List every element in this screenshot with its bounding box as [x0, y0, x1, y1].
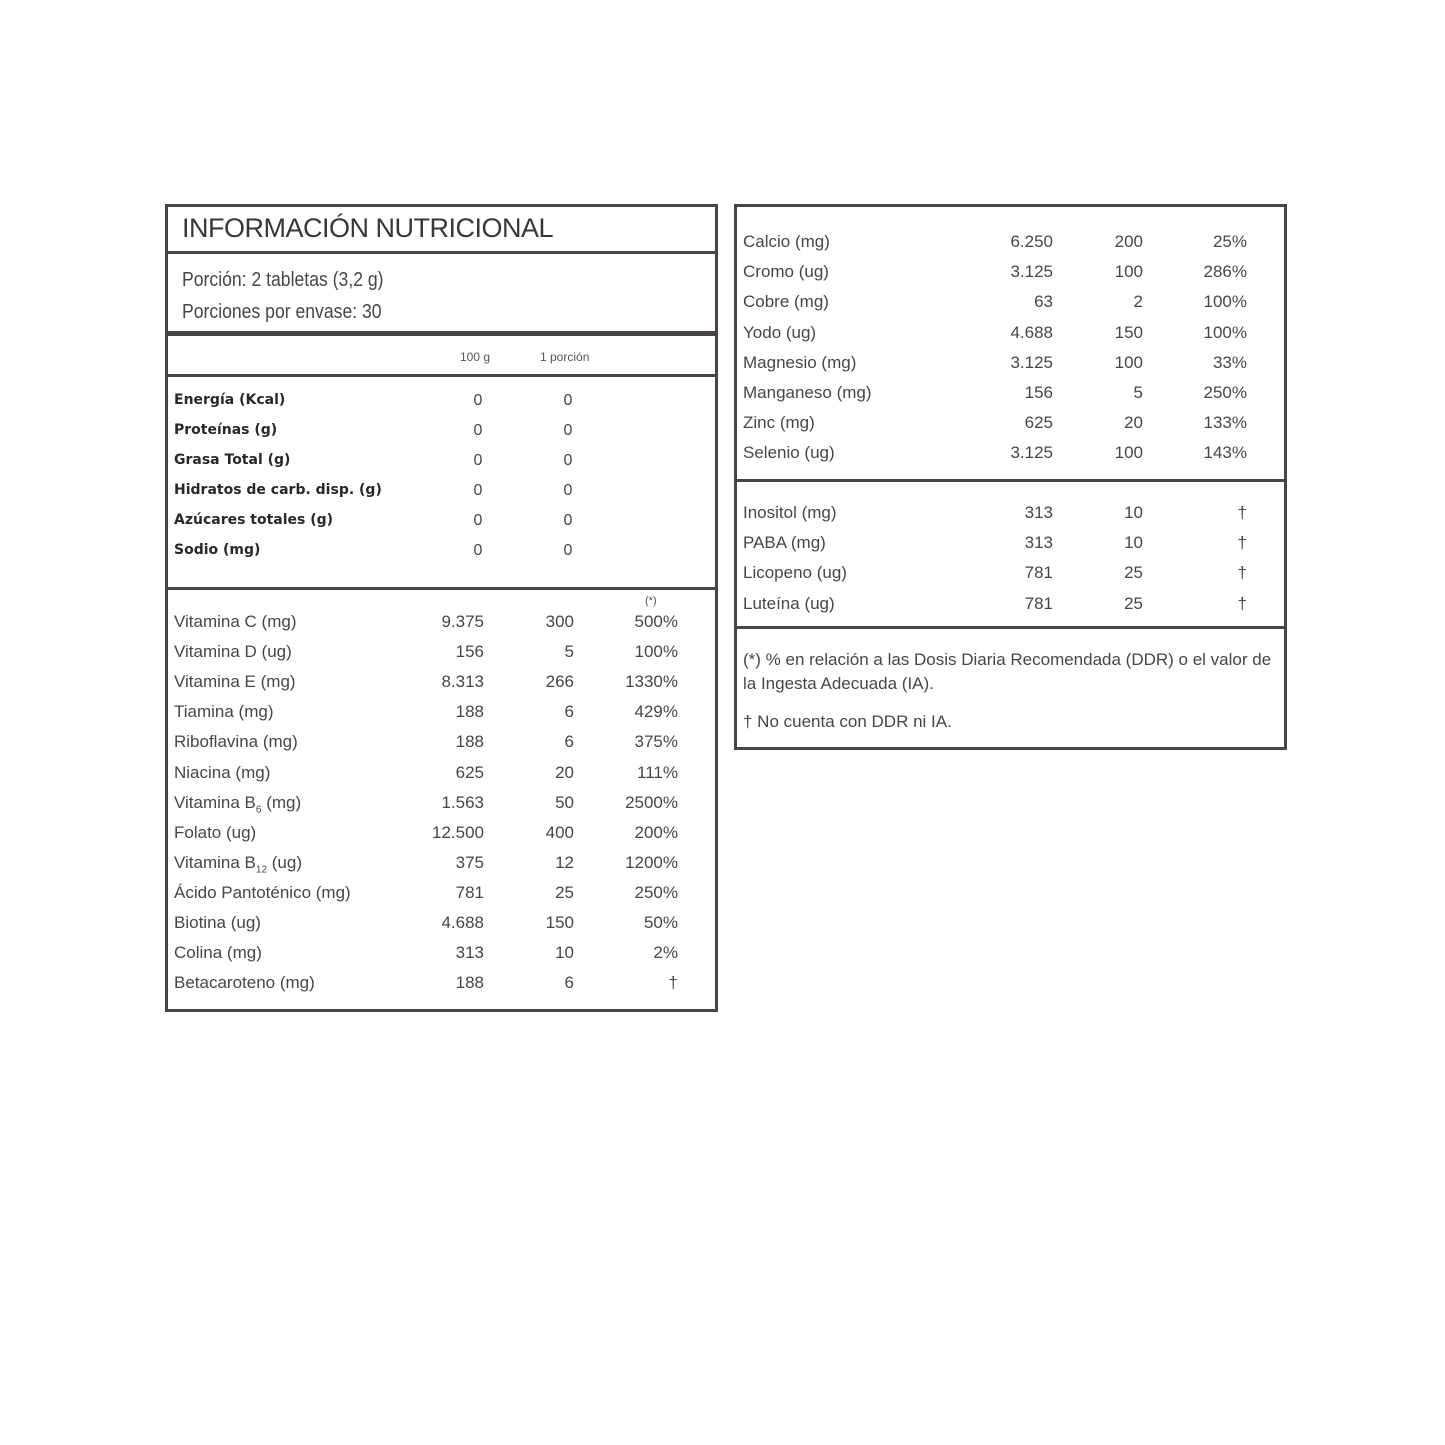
value-per-serving: 150: [1114, 322, 1143, 342]
value-ddr-percent: 33%: [1212, 352, 1247, 372]
table-row: [168, 913, 715, 943]
nutrient-label: Vitamina $B_6$ (mg): [174, 792, 302, 815]
value-per-100g: 4.688: [1010, 322, 1053, 342]
value-per-100g: 188: [455, 732, 484, 752]
value-ddr-percent: †: [1237, 533, 1247, 553]
footnote-dagger: † No cuenta con DDR ni IA.: [743, 712, 952, 731]
nutrient-label: Cobre (mg): [743, 292, 829, 312]
value-per-serving: 266: [545, 672, 574, 692]
value-ddr-percent: 143%: [1203, 443, 1247, 463]
value-ddr-percent: 2500%: [625, 792, 678, 812]
value-per-serving: 12: [555, 852, 574, 872]
table-row: [737, 443, 1284, 473]
value-ddr-percent: 50%: [643, 913, 678, 932]
value-per-serving: 50: [555, 792, 574, 812]
value-per-serving: 200: [1114, 232, 1143, 251]
servings-per-container: Porciones por envase: 30: [182, 301, 382, 323]
table-row: [168, 763, 715, 793]
nutrient-label: Zinc (mg): [743, 413, 815, 433]
nutrient-label: Hidratos de carb. disp. (g): [174, 482, 382, 498]
nutrition-panel-right: [734, 204, 1287, 750]
value-per-serving: 0: [563, 542, 573, 559]
value-per-100g: 156: [1024, 383, 1053, 402]
nutrient-label: Vitamina E (mg): [174, 672, 296, 692]
value-per-serving: 300: [545, 612, 574, 631]
table-row: [168, 853, 715, 883]
table-row: [737, 383, 1284, 413]
value-per-100g: 781: [1024, 593, 1053, 613]
value-per-100g: 3.125: [1010, 352, 1053, 372]
value-per-serving: 0: [563, 392, 573, 409]
table-row: [168, 943, 715, 973]
value-per-100g: 12.500: [432, 822, 484, 842]
value-per-serving: 6: [564, 702, 574, 722]
value-per-100g: 781: [1024, 563, 1053, 583]
value-ddr-percent: 100%: [1203, 322, 1247, 342]
value-ddr-percent: 250%: [634, 882, 678, 902]
page-title: INFORMACIÓN NUTRICIONAL: [182, 213, 554, 243]
value-per-100g: 156: [455, 642, 484, 662]
value-per-100g: 313: [1024, 503, 1053, 522]
value-per-100g: 313: [1024, 533, 1053, 553]
table-row: [737, 533, 1284, 563]
value-per-100g: 9.375: [441, 612, 484, 631]
value-per-serving: 6: [564, 973, 574, 993]
value-per-100g: 0: [473, 392, 483, 409]
value-per-serving: 0: [563, 422, 573, 439]
value-ddr-percent: 375%: [634, 732, 678, 752]
value-ddr-percent: 250%: [1203, 383, 1247, 402]
nutrient-label: Biotina (ug): [174, 913, 261, 932]
value-per-100g: 8.313: [441, 672, 484, 692]
value-per-serving: 25: [1124, 563, 1143, 583]
table-row: [737, 413, 1284, 443]
value-ddr-percent: 500%: [634, 612, 678, 631]
value-per-serving: 2: [1133, 292, 1143, 312]
table-row: [168, 883, 715, 913]
value-per-serving: 5: [1133, 383, 1143, 402]
column-header-serving: 1 porción: [540, 350, 590, 364]
footnote-ddr: (*) % en relación a las Dosis Diaria Recomendada (DDR) o el valor de la Ingesta Adecuada (IA).: [743, 650, 1272, 693]
value-per-100g: 1.563: [441, 792, 484, 812]
table-row: [737, 563, 1284, 593]
table-row: [737, 353, 1284, 383]
value-ddr-percent: 100%: [634, 642, 678, 662]
column-header-100g: 100 g: [460, 350, 491, 364]
nutrient-label: Inositol (mg): [743, 503, 837, 522]
nutrient-label: Luteína (ug): [743, 593, 835, 613]
nutrient-label: PABA (mg): [743, 533, 826, 553]
value-per-serving: 150: [545, 913, 574, 932]
table-row: [168, 512, 715, 542]
divider: [737, 479, 1284, 482]
table-row: [737, 323, 1284, 353]
value-per-100g: 313: [455, 943, 484, 963]
value-per-100g: 625: [455, 762, 484, 782]
nutrient-label: Calcio (mg): [743, 232, 830, 251]
value-per-100g: 188: [455, 973, 484, 993]
table-row: [168, 392, 715, 422]
value-per-100g: 63: [1034, 292, 1053, 312]
value-per-100g: 0: [473, 482, 483, 499]
value-ddr-percent: †: [1237, 503, 1247, 522]
serving-size: Porción: 2 tabletas (3,2 g): [182, 269, 384, 291]
table-row: [168, 702, 715, 732]
divider: [168, 587, 715, 590]
nutrient-label: Sodio (mg): [174, 542, 261, 558]
divider: [168, 374, 715, 377]
value-per-serving: 400: [545, 822, 574, 842]
nutrient-label: Vitamina D (ug): [174, 642, 292, 662]
table-row: [168, 973, 715, 1003]
table-row: [168, 612, 715, 642]
value-ddr-percent: 111%: [637, 762, 678, 782]
nutrient-label: Betacaroteno (mg): [174, 973, 315, 993]
value-ddr-percent: 2%: [653, 943, 678, 963]
table-row: [168, 422, 715, 452]
value-per-serving: 100: [1114, 352, 1143, 372]
value-per-100g: 4.688: [441, 913, 484, 932]
table-row: [168, 732, 715, 762]
table-row: [168, 482, 715, 512]
nutrient-label: Selenio (ug): [743, 443, 835, 463]
ddr-column-mark: (*): [645, 595, 657, 607]
value-per-serving: 0: [563, 512, 573, 529]
value-per-100g: 3.125: [1010, 443, 1053, 463]
value-ddr-percent: 429%: [634, 702, 678, 722]
value-ddr-percent: 1330%: [625, 672, 678, 692]
value-per-100g: 0: [473, 452, 483, 469]
value-per-serving: 0: [563, 452, 573, 469]
table-row: [737, 232, 1284, 262]
value-per-100g: 0: [473, 422, 483, 439]
value-ddr-percent: 286%: [1203, 262, 1247, 282]
nutrient-label: Riboflavina (mg): [174, 732, 298, 752]
table-row: [737, 262, 1284, 292]
value-per-serving: 10: [1124, 503, 1143, 522]
value-per-100g: 375: [455, 852, 484, 872]
nutrient-label: Niacina (mg): [174, 762, 271, 782]
value-ddr-percent: 133%: [1203, 413, 1247, 433]
value-per-serving: 6: [564, 732, 574, 752]
value-per-serving: 10: [555, 943, 574, 963]
value-per-100g: 3.125: [1010, 262, 1053, 282]
nutrient-label: Manganeso (mg): [743, 383, 872, 402]
table-row: [737, 594, 1284, 624]
table-row: [168, 642, 715, 672]
table-row: [168, 672, 715, 702]
value-ddr-percent: 25%: [1212, 232, 1247, 251]
table-row: [737, 503, 1284, 533]
value-ddr-percent: †: [668, 973, 678, 993]
nutrient-label: Licopeno (ug): [743, 563, 847, 583]
nutrient-label: Folato (ug): [174, 822, 257, 842]
value-ddr-percent: †: [1237, 593, 1247, 613]
value-per-serving: 5: [564, 642, 574, 662]
nutrient-label: Vitamina C (mg): [174, 612, 297, 631]
nutrient-label: Magnesio (mg): [743, 352, 857, 372]
value-per-serving: 20: [555, 762, 574, 782]
value-per-100g: 781: [455, 882, 484, 902]
nutrient-label: Yodo (ug): [743, 322, 817, 342]
divider: [168, 251, 715, 254]
table-row: [737, 292, 1284, 322]
nutrient-label: Ácido Pantoténico (mg): [174, 882, 351, 902]
nutrient-label: Tiamina (mg): [174, 702, 274, 722]
nutrient-label: Vitamina $B_{12}$ (ug): [174, 852, 302, 876]
nutrient-label: Azúcares totales (g): [174, 512, 334, 528]
value-per-100g: 188: [455, 702, 484, 722]
value-per-serving: 25: [1124, 593, 1143, 613]
value-ddr-percent: 100%: [1203, 292, 1247, 312]
value-per-serving: 0: [563, 482, 573, 499]
nutrient-label: Proteínas (g): [174, 422, 278, 438]
value-ddr-percent: 1200%: [625, 852, 678, 872]
value-per-serving: 25: [555, 882, 574, 902]
table-row: [168, 793, 715, 823]
value-ddr-percent: 200%: [634, 822, 678, 842]
table-row: [168, 452, 715, 482]
nutrient-label: Grasa Total (g): [174, 452, 291, 468]
table-row: [168, 823, 715, 853]
value-per-serving: 100: [1114, 262, 1143, 282]
divider-thick: [168, 331, 715, 336]
value-per-100g: 625: [1024, 413, 1053, 433]
divider: [737, 626, 1284, 629]
nutrient-label: Energía (Kcal): [174, 392, 286, 408]
value-per-100g: 0: [473, 542, 483, 559]
value-per-serving: 20: [1124, 413, 1143, 433]
value-per-100g: 6.250: [1010, 232, 1053, 251]
value-per-serving: 100: [1114, 443, 1143, 463]
table-row: [168, 542, 715, 572]
nutrition-panel-left: [165, 204, 718, 1012]
nutrient-label: Cromo (ug): [743, 262, 829, 282]
value-ddr-percent: †: [1237, 563, 1247, 583]
value-per-serving: 10: [1124, 533, 1143, 553]
value-per-100g: 0: [473, 512, 483, 529]
nutrient-label: Colina (mg): [174, 943, 262, 963]
